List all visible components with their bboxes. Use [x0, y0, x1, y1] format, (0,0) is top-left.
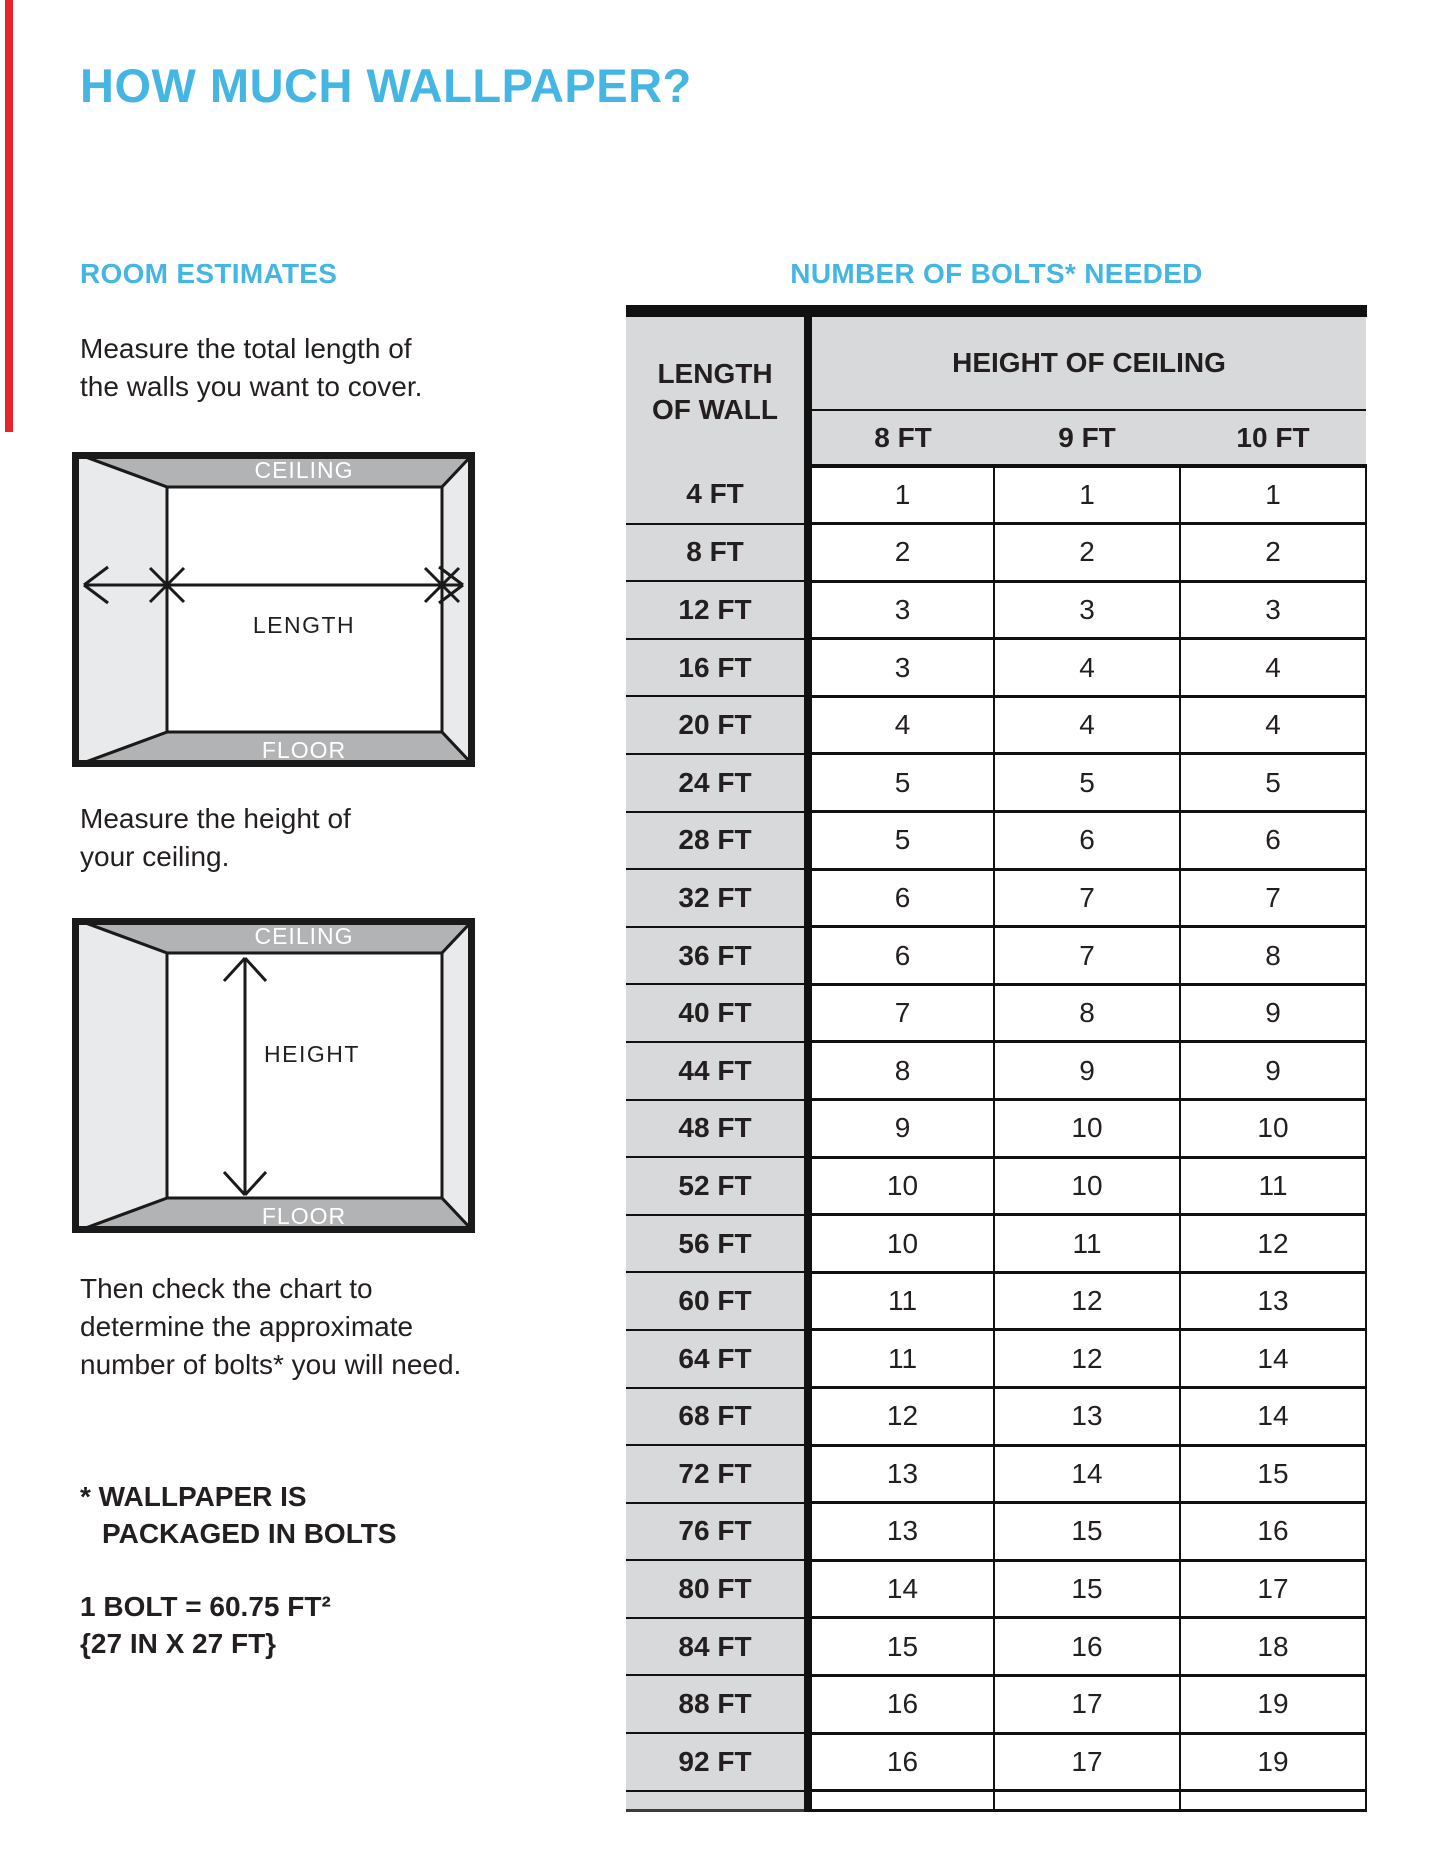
bolt-count-cell: 3: [1180, 581, 1366, 639]
bolt-count-cell: 19: [1180, 1733, 1366, 1791]
ceiling-10ft-header: 10 FT: [1180, 410, 1366, 466]
bolt-count-cell: 15: [808, 1618, 994, 1676]
bolts-needed-heading: NUMBER OF BOLTS* NEEDED: [790, 258, 1203, 289]
wall-length-cell: 72 FT: [626, 1445, 808, 1503]
header-row-group: [626, 317, 1366, 410]
bolt-count-cell: 4: [808, 696, 994, 754]
room-length-svg: [72, 452, 475, 767]
bolt-count-cell: 12: [808, 1388, 994, 1446]
bolts-table: [626, 317, 1367, 1812]
length-label: LENGTH: [252, 612, 356, 638]
bolt-count-cell: 7: [1180, 869, 1366, 927]
table-row: [626, 581, 1366, 639]
table-row: [626, 466, 1366, 524]
wall-length-cell: 32 FT: [626, 869, 808, 927]
bolt-count-cell: 13: [1180, 1272, 1366, 1330]
bolt-count-cell: 11: [1180, 1157, 1366, 1215]
footnote-bolt-equation: [80, 1588, 331, 1662]
wall-length-cell: 4 FT: [626, 466, 808, 524]
bolt-count-cell: 13: [994, 1388, 1180, 1446]
bolt-count-cell: 5: [808, 812, 994, 870]
bolt-count-cell: 6: [994, 812, 1180, 870]
room-length-diagram: [72, 452, 475, 767]
height-of-ceiling-header: HEIGHT OF CEILING: [808, 317, 1366, 410]
left-wall-panel: [72, 918, 167, 1233]
wall-length-cell: 44 FT: [626, 1042, 808, 1100]
bolts-table-container: [626, 305, 1367, 1812]
height-label: HEIGHT: [264, 1041, 360, 1067]
bolt-count-cell: 12: [994, 1330, 1180, 1388]
bolt-count-cell: 11: [808, 1330, 994, 1388]
bolts-table-body: [626, 466, 1366, 1811]
bolt-count-cell: 3: [994, 581, 1180, 639]
instruction-check-chart: [80, 1270, 461, 1384]
table-row: [626, 927, 1366, 985]
wall-length-cell: 64 FT: [626, 1330, 808, 1388]
bolt-count-cell: 4: [994, 639, 1180, 697]
room-height-svg: [72, 918, 475, 1233]
instruction-line: Then check the chart to: [80, 1273, 373, 1304]
left-wall-panel: [72, 452, 167, 767]
bolt-count-cell: 16: [1180, 1503, 1366, 1561]
wall-length-cell: 92 FT: [626, 1733, 808, 1791]
bolts-table-head: [626, 317, 1366, 466]
wall-length-cell: 36 FT: [626, 927, 808, 985]
bolt-count-cell: 13: [808, 1503, 994, 1561]
table-row: [626, 524, 1366, 582]
red-accent-stripe: [5, 0, 13, 432]
bolt-count-cell: 9: [1180, 984, 1366, 1042]
table-row: [626, 1272, 1366, 1330]
empty-cell: [994, 1791, 1180, 1811]
instruction-line: your ceiling.: [80, 841, 230, 872]
wall-length-cell: 52 FT: [626, 1157, 808, 1215]
bolt-count-cell: 2: [808, 524, 994, 582]
instruction-line: Measure the height of: [80, 803, 351, 834]
length-header-line: LENGTH: [657, 357, 773, 389]
ceiling-label: CEILING: [254, 923, 354, 949]
table-row: [626, 1330, 1366, 1388]
bolt-count-cell: 17: [1180, 1560, 1366, 1618]
bolt-count-cell: 17: [994, 1733, 1180, 1791]
bolt-count-cell: 10: [994, 1157, 1180, 1215]
table-row: [626, 1560, 1366, 1618]
wall-length-cell: 80 FT: [626, 1560, 808, 1618]
bolt-count-cell: 18: [1180, 1618, 1366, 1676]
table-row: [626, 1042, 1366, 1100]
bolt-count-cell: 16: [994, 1618, 1180, 1676]
room-estimates-heading: ROOM ESTIMATES: [80, 258, 338, 289]
wall-length-cell: 88 FT: [626, 1675, 808, 1733]
length-of-wall-header: [626, 317, 808, 466]
table-footer-extension: [626, 1791, 1366, 1811]
instruction-measure-height: [80, 800, 351, 876]
bolt-count-cell: 11: [808, 1272, 994, 1330]
wall-length-cell: 68 FT: [626, 1388, 808, 1446]
table-row: [626, 1503, 1366, 1561]
instruction-line: determine the approximate: [80, 1311, 414, 1342]
bolt-count-cell: 5: [1180, 754, 1366, 812]
page-title: HOW MUCH WALLPAPER?: [80, 59, 692, 112]
wall-length-cell: 48 FT: [626, 1100, 808, 1158]
ceiling-8ft-header: 8 FT: [808, 410, 994, 466]
wall-length-cell: 40 FT: [626, 984, 808, 1042]
bolt-count-cell: 9: [994, 1042, 1180, 1100]
table-row: [626, 696, 1366, 754]
table-row: [626, 1157, 1366, 1215]
table-row: [626, 1618, 1366, 1676]
wall-length-cell: 56 FT: [626, 1215, 808, 1273]
table-row: [626, 1388, 1366, 1446]
bolt-count-cell: 14: [1180, 1388, 1366, 1446]
wall-length-cell: 12 FT: [626, 581, 808, 639]
bolt-count-cell: 15: [994, 1503, 1180, 1561]
bolt-count-cell: 10: [808, 1157, 994, 1215]
bolt-count-cell: 1: [994, 466, 1180, 524]
wall-length-cell: 28 FT: [626, 812, 808, 870]
bolt-count-cell: 7: [994, 869, 1180, 927]
bolt-count-cell: 10: [994, 1100, 1180, 1158]
footnote-wallpaper-bolts: [80, 1478, 397, 1552]
back-wall: [167, 487, 442, 732]
bolt-count-cell: 16: [808, 1733, 994, 1791]
ceiling-9ft-header: 9 FT: [994, 410, 1180, 466]
bolt-count-cell: 19: [1180, 1675, 1366, 1733]
bolt-count-cell: 16: [808, 1675, 994, 1733]
footnote-line: PACKAGED IN BOLTS: [102, 1518, 397, 1549]
floor-label: FLOOR: [261, 737, 347, 763]
bolt-count-cell: 13: [808, 1445, 994, 1503]
bolt-count-cell: 12: [994, 1272, 1180, 1330]
bolt-count-cell: 7: [808, 984, 994, 1042]
table-row: [626, 639, 1366, 697]
ceiling-label: CEILING: [254, 457, 354, 483]
bolt-count-cell: 5: [994, 754, 1180, 812]
bolt-count-cell: 11: [994, 1215, 1180, 1273]
bolt-count-cell: 2: [994, 524, 1180, 582]
empty-cell: [808, 1791, 994, 1811]
footnote-line: 1 BOLT = 60.75 FT²: [80, 1591, 331, 1622]
length-header-line: OF WALL: [652, 393, 778, 425]
room-height-diagram: [72, 918, 475, 1233]
table-row: [626, 1100, 1366, 1158]
table-row: [626, 869, 1366, 927]
empty-cell: [1180, 1791, 1366, 1811]
bolt-count-cell: 15: [994, 1560, 1180, 1618]
bolt-count-cell: 1: [808, 466, 994, 524]
bolt-count-cell: 3: [808, 581, 994, 639]
bolt-count-cell: 8: [994, 984, 1180, 1042]
bolt-count-cell: 14: [1180, 1330, 1366, 1388]
table-row: [626, 812, 1366, 870]
bolt-count-cell: 15: [1180, 1445, 1366, 1503]
table-row: [626, 1215, 1366, 1273]
table-row: [626, 1445, 1366, 1503]
instruction-line: number of bolts* you will need.: [80, 1349, 462, 1380]
bolt-count-cell: 9: [808, 1100, 994, 1158]
bolt-count-cell: 1: [1180, 466, 1366, 524]
footnote-line: * WALLPAPER IS: [80, 1481, 307, 1512]
bolt-count-cell: 7: [994, 927, 1180, 985]
table-row: [626, 1675, 1366, 1733]
back-wall: [167, 953, 442, 1198]
bolt-count-cell: 2: [1180, 524, 1366, 582]
grey-extension-cell: [626, 1791, 808, 1811]
table-row: [626, 754, 1366, 812]
bolt-count-cell: 8: [808, 1042, 994, 1100]
bolt-count-cell: 9: [1180, 1042, 1366, 1100]
wall-length-cell: 20 FT: [626, 696, 808, 754]
bolt-count-cell: 10: [808, 1215, 994, 1273]
wall-length-cell: 84 FT: [626, 1618, 808, 1676]
floor-label: FLOOR: [261, 1203, 347, 1229]
bolt-count-cell: 5: [808, 754, 994, 812]
wall-length-cell: 24 FT: [626, 754, 808, 812]
wall-length-cell: 16 FT: [626, 639, 808, 697]
bolt-count-cell: 4: [1180, 696, 1366, 754]
footnote-line: {27 IN X 27 FT}: [80, 1628, 277, 1659]
instruction-line: Measure the total length of: [80, 333, 412, 364]
instruction-measure-length: [80, 330, 422, 406]
bolt-count-cell: 17: [994, 1675, 1180, 1733]
bolt-count-cell: 10: [1180, 1100, 1366, 1158]
table-row: [626, 1733, 1366, 1791]
wall-length-cell: 8 FT: [626, 524, 808, 582]
bolt-count-cell: 6: [808, 869, 994, 927]
bolt-count-cell: 4: [994, 696, 1180, 754]
bolt-count-cell: 14: [994, 1445, 1180, 1503]
table-top-bar: [626, 305, 1367, 317]
bolt-count-cell: 14: [808, 1560, 994, 1618]
wall-length-cell: 60 FT: [626, 1272, 808, 1330]
bolt-count-cell: 8: [1180, 927, 1366, 985]
bolt-count-cell: 12: [1180, 1215, 1366, 1273]
instruction-line: the walls you want to cover.: [80, 371, 423, 402]
bolt-count-cell: 4: [1180, 639, 1366, 697]
bolt-count-cell: 3: [808, 639, 994, 697]
wall-length-cell: 76 FT: [626, 1503, 808, 1561]
bolt-count-cell: 6: [1180, 812, 1366, 870]
table-row: [626, 984, 1366, 1042]
bolt-count-cell: 6: [808, 927, 994, 985]
